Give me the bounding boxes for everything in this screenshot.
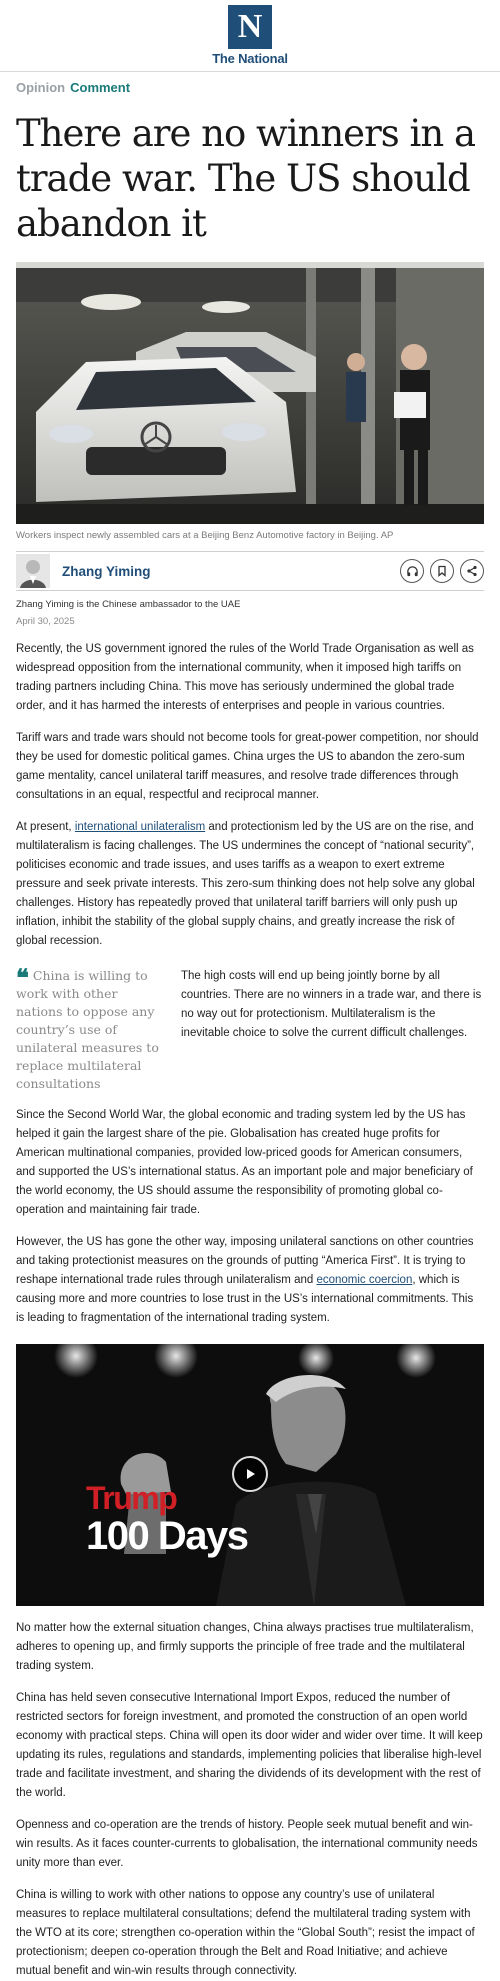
pull-quote-text: China is willing to work with other nations to oppose any country’s use of unilateral measures to replace multilateral consultations [16, 968, 159, 1091]
video-title: Trump [86, 1480, 177, 1516]
pull-quote [16, 963, 181, 1093]
quote-side-text [181, 967, 484, 1093]
paragraph-text: , which is causing more and more countries to lose trust in the US’s international commitments. This is leading to fragmentation of the international trading system. [16, 1274, 474, 1324]
body-paragraph-8: China has held seven consecutive International Import Expos, reduced the number of restricted sectors for foreign investment, and promoted the construction of an open world economy with practical steps. China will open its door wider and wider over time. It will keep updating its rules, regulations and standards, implementing policies that liberalise high-level trade and facilitate investment, and sharing the dividends of its development with the rest of the world. [16, 1692, 483, 1799]
body-paragraph-1: Recently, the US government ignored the rules of the World Trade Organisation as well as widespread opposition from the international community, when it imposed high tariffs on trading partners including China. This move has seriously undermined the global trade order, and it has harmed the interests of enterprises and people in various countries. [16, 643, 474, 712]
hero-image [16, 262, 484, 524]
paragraph-text: At present, [16, 821, 75, 833]
play-icon[interactable] [232, 1456, 268, 1492]
body-paragraph-9: Openness and co-operation are the trends of history. People seek mutual benefit and win-win results. As it faces counter-currents to globalisation, the international community needs unity more than ever. [16, 1819, 478, 1869]
body-paragraph-4: The high costs will end up being jointly borne by all countries. There are no winners in a trade war, and there is no way out for protectionism. Multilateralism is the inevitable choice to solve the current difficult challenges. [181, 970, 482, 1039]
logo-wordmark[interactable]: The National [212, 51, 288, 66]
body-paragraph-3 [16, 818, 484, 951]
author-avatar[interactable] [16, 554, 50, 588]
body-paragraph-7: No matter how the external situation changes, China always practises true multilateralism, adheres to opening up, and firmly supports the principle of free trade and the multilateral trading system. [16, 1622, 474, 1672]
section-secondary[interactable]: Comment [70, 80, 131, 95]
body-paragraph-2: Tariff wars and trade wars should not become tools for great-power competition, nor should they be used for domestic political games. China urges the US to abandon the zero-sum game mentality, cancel unilateral tariff measures, and resolve trade differences through consultations in an equal, respectful and reciprocal manner. [16, 732, 479, 801]
headphones-icon[interactable] [400, 559, 424, 583]
paragraph-text: However, the US has gone the other way, imposing unilateral sanctions on other countries and taking protectionist measures on the grounds of putting “America First”. It is trying to reshape international trade rules through unilateralism and [16, 1236, 474, 1286]
site-masthead [0, 0, 500, 72]
publish-date: April 30, 2025 [16, 616, 75, 627]
author-bio: Zhang Yiming is the Chinese ambassador to the UAE [16, 599, 241, 610]
quote-mark-icon: ❝ [16, 963, 29, 992]
factory-cars-photo [16, 262, 484, 524]
logo-mark[interactable]: N [228, 5, 272, 49]
video-subtitle: 100 Days [86, 1514, 248, 1558]
body-paragraph-10: China is willing to work with other nations to oppose any country’s use of unilateral measures to replace multilateral consultations; defend the multilateral trading system with the WTO at its core; strengthen co-operation within the “Global South”; resist the impact of protectionism; deepen co-operation through the Belt and Road Initiative; and achieve mutual benefit and win-win results through connectivity. [16, 1889, 475, 1977]
economic-coercion-link[interactable]: economic coercion [316, 1274, 413, 1286]
author-name[interactable]: Zhang Yiming [62, 563, 151, 579]
section-label [16, 80, 484, 95]
section-primary[interactable]: Opinion [16, 80, 66, 95]
bookmark-icon[interactable] [430, 559, 454, 583]
body-paragraph-6 [16, 1233, 484, 1328]
video-player[interactable] [16, 1344, 484, 1606]
paragraph-text: and protectionism led by the US are on the rise, and multilateralism is facing challenges. The US undermines the concept of “national security”, politicises economic and trade issues, and uses tariffs as a weapon to exert extreme pressure and seek private interests. This zero-sum thinking does not help solve any global challenges. History has repeatedly proved that unilateral tariff barriers will only push up inflation, inhibit the stability of the global supply chains, and greatly increase the risk of global recession. [16, 821, 475, 947]
share-icon[interactable] [460, 559, 484, 583]
author-bar [16, 551, 484, 591]
unilateralism-link[interactable]: international unilateralism [74, 821, 206, 833]
hero-caption: Workers inspect newly assembled cars at a Beijing Benz Automotive factory in Beijing. AP [16, 530, 394, 541]
author-portrait [16, 554, 50, 588]
pull-quote-block [16, 963, 484, 1093]
body-paragraph-5: Since the Second World War, the global economic and trading system led by the US has helped it gain the largest share of the pie. Globalisation has created huge profits for American multinational companies, provided low-priced goods for American consumers, and supported the US’s international status. As an important pole and major beneficiary of the world economy, the US should assume the responsibility of promoting global co-operation and maintaining fair trade. [16, 1109, 473, 1216]
article [0, 80, 500, 1981]
article-headline: There are no winners in a trade war. The US should abandon it [16, 112, 475, 245]
